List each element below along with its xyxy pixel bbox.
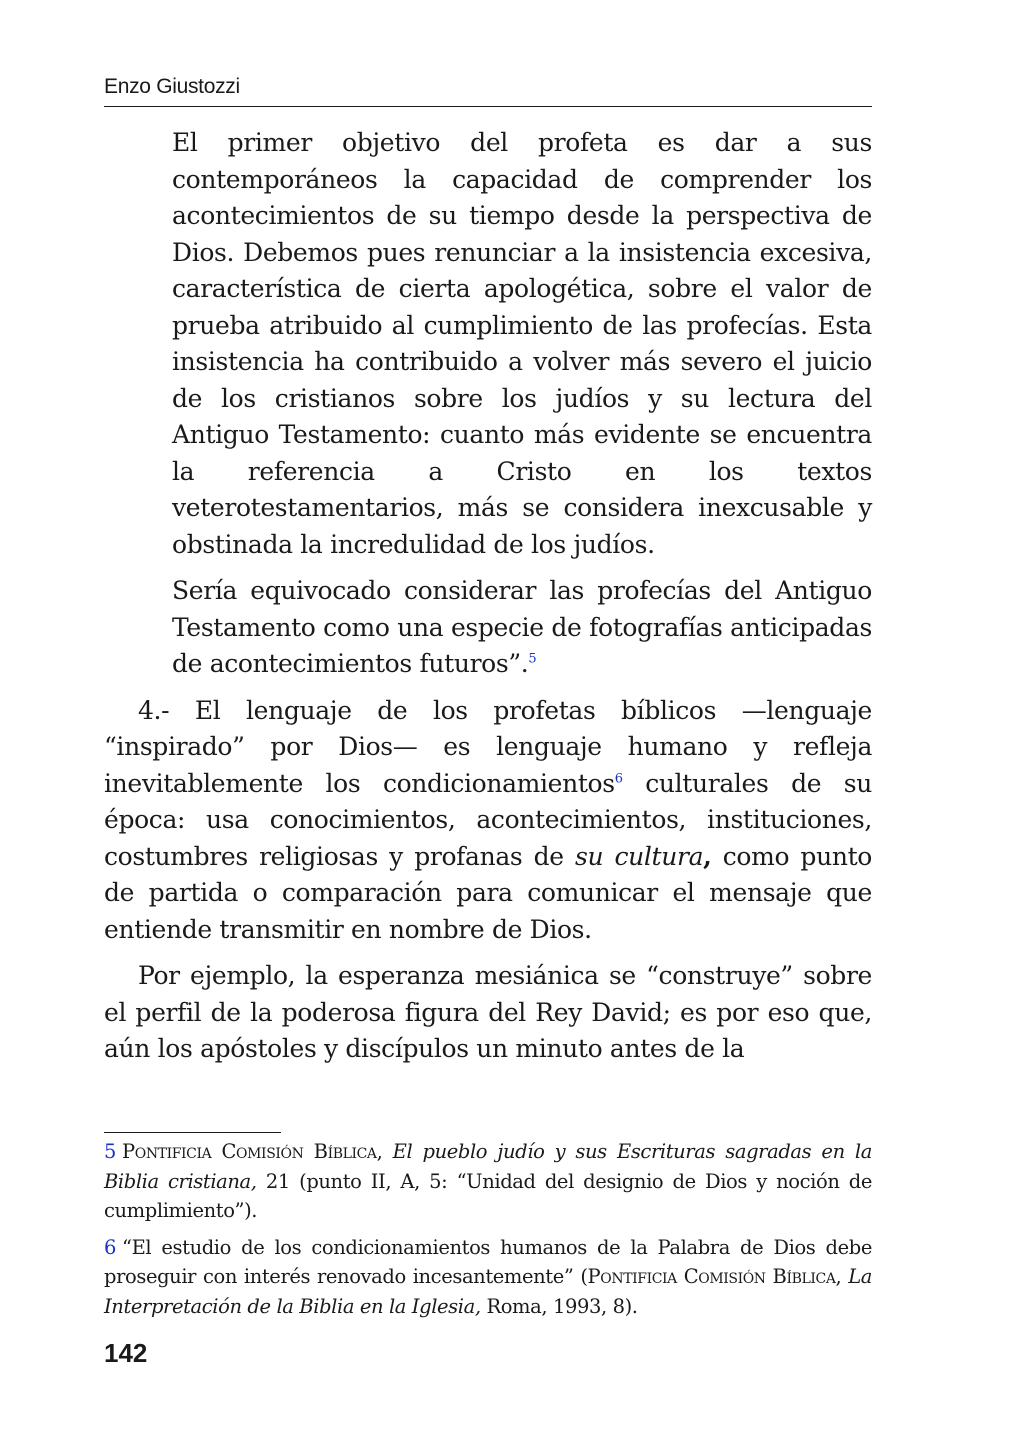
paragraph-4 — [104, 693, 872, 949]
footnote-6-rest: Roma, 1993, 8). — [480, 1294, 638, 1318]
footnote-6-author: Pontificia Comisión Bíblica, — [587, 1265, 842, 1288]
quote-paragraph-1: El primer objetivo del profeta es dar a sus contemporáneos la capacidad de comprender los acontecimientos de su tiempo desde la perspectiva de Dios. Debemos pues renunciar a la insistencia excesiva, característica de cierta apologética, sobre el valor de prueba atribuido al cumplimiento de las profecías. Esta insistencia ha contribuido a volver más severo el juicio de los cristianos sobre los judíos y su lectura del Antiguo Testamento: cuanto más evidente se encuentra la referencia a Cristo en los textos veterotestamentarios, más se considera inexcusable y obstinada la incredulidad de los judíos. — [172, 128, 872, 559]
block-quote — [172, 125, 872, 683]
footnotes — [104, 1137, 872, 1328]
footnote-ref-6[interactable]: 6 — [614, 771, 623, 787]
page-number: 142 — [104, 1338, 148, 1368]
footnote-5-number: 5 — [104, 1140, 117, 1163]
paragraph-4-text-2: culturales de su época: usa conocimientos, acontecimientos, instituciones, costumbres religiosas y profanas de — [104, 768, 872, 871]
footnote-5 — [104, 1137, 872, 1226]
quote-paragraph-2 — [172, 573, 872, 683]
footnote-divider — [104, 1132, 281, 1133]
paragraph-4-text-1: 4.- El lenguaje de los profetas bíblicos —lenguaje “inspirado” por Dios— es lenguaje humano y refleja inevitablemente los condicionamientos — [104, 695, 872, 798]
running-header — [104, 74, 872, 107]
header-author: Enzo Giustozzi — [104, 75, 240, 98]
paragraph-4-italic: su cultura — [575, 841, 704, 871]
page-body — [104, 125, 872, 1078]
footnote-ref-5[interactable]: 5 — [528, 651, 537, 667]
quote-paragraph-2-text: Sería equivocado considerar las profecías del Antiguo Testamento como una especie de fotografías anticipadas de acontecimientos futuros”. — [172, 576, 872, 678]
footnote-6-text: “El estudio de los condicionamientos humanos de la Palabra de Dios debe proseguir con interés renovado incesantemente” ( — [104, 1235, 872, 1288]
footnote-5-title: El pueblo judío y sus Escrituras sagradas en la Biblia cristiana, — [104, 1140, 872, 1193]
footnote-6-title: La Interpretación de la Biblia en la Iglesia, — [104, 1265, 872, 1318]
paragraph-4-bold-comma: , — [703, 841, 712, 871]
footnote-6-number: 6 — [104, 1235, 117, 1259]
footnote-5-author: Pontificia Comisión Bíblica, — [122, 1140, 383, 1163]
footnote-6 — [104, 1233, 872, 1322]
footnote-5-rest: 21 (punto II, A, 5: “Unidad del designio de Dios y noción de cumplimiento”). — [104, 1169, 872, 1222]
paragraph-5: Por ejemplo, la esperanza mesiánica se “construye” sobre el perfil de la poderosa figura del Rey David; es por eso que, aún los apóstoles y discípulos un minuto antes de la — [104, 961, 872, 1063]
paragraph-4-text-3: como punto de partida o comparación para comunicar el mensaje que entiende transmitir en nombre de Dios. — [104, 841, 872, 944]
